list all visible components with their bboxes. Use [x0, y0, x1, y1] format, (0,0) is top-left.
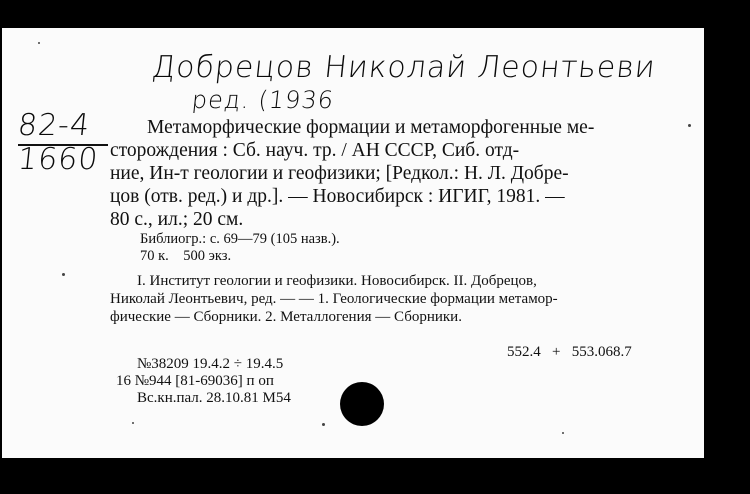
- tracing-line-2: Николай Леонтьевич, ред. — — 1. Геологические формации метамор-: [110, 291, 558, 307]
- speck: [688, 124, 691, 127]
- speck: [62, 273, 65, 276]
- entry-line-2: сторождения : Сб. науч. тр. / АН СССР, Сиб. отд-: [110, 140, 520, 161]
- speck: [132, 422, 134, 424]
- speck: [562, 432, 564, 434]
- classification-number: 552.4 + 553.068.7: [507, 344, 632, 360]
- footer-line-3: Вс.кн.пал. 28.10.81 М54: [137, 390, 291, 406]
- handwritten-editor-year: ред. (1936: [190, 86, 336, 114]
- bibliography-note: Библиогр.: с. 69—79 (105 назв.).: [140, 231, 340, 247]
- footer-line-1: №38209 19.4.2 ÷ 19.4.5: [137, 356, 284, 372]
- handwritten-call-number-bottom: 1660: [16, 142, 101, 177]
- speck: [322, 423, 325, 426]
- ink-blot: [340, 382, 384, 426]
- tracing-line-1: I. Институт геологии и геофизики. Новосибирск. II. Добрецов,: [137, 273, 537, 289]
- entry-line-1: Метаморфические формации и метаморфогенные ме-: [147, 117, 595, 138]
- entry-line-4: цов (отв. ред.) и др.]. — Новосибирск : ИГИГ, 1981. —: [110, 186, 565, 207]
- speck: [38, 42, 40, 44]
- handwritten-call-number-top: 82-4: [16, 108, 92, 143]
- tracing-line-3: фические — Сборники. 2. Металлогения — Сборники.: [110, 309, 462, 325]
- entry-line-3: ние, Ин-т геологии и геофизики; [Редкол.: Н. Л. Добре-: [110, 163, 569, 184]
- handwritten-author: Добрецов Николай Леонтьеви: [150, 50, 658, 85]
- price-and-print-run: 70 к. 500 экз.: [140, 248, 232, 264]
- catalog-card: [2, 28, 704, 458]
- entry-line-5: 80 с., ил.; 20 см.: [110, 209, 244, 230]
- footer-line-2: 16 №944 [81-69036] п оп: [116, 373, 274, 389]
